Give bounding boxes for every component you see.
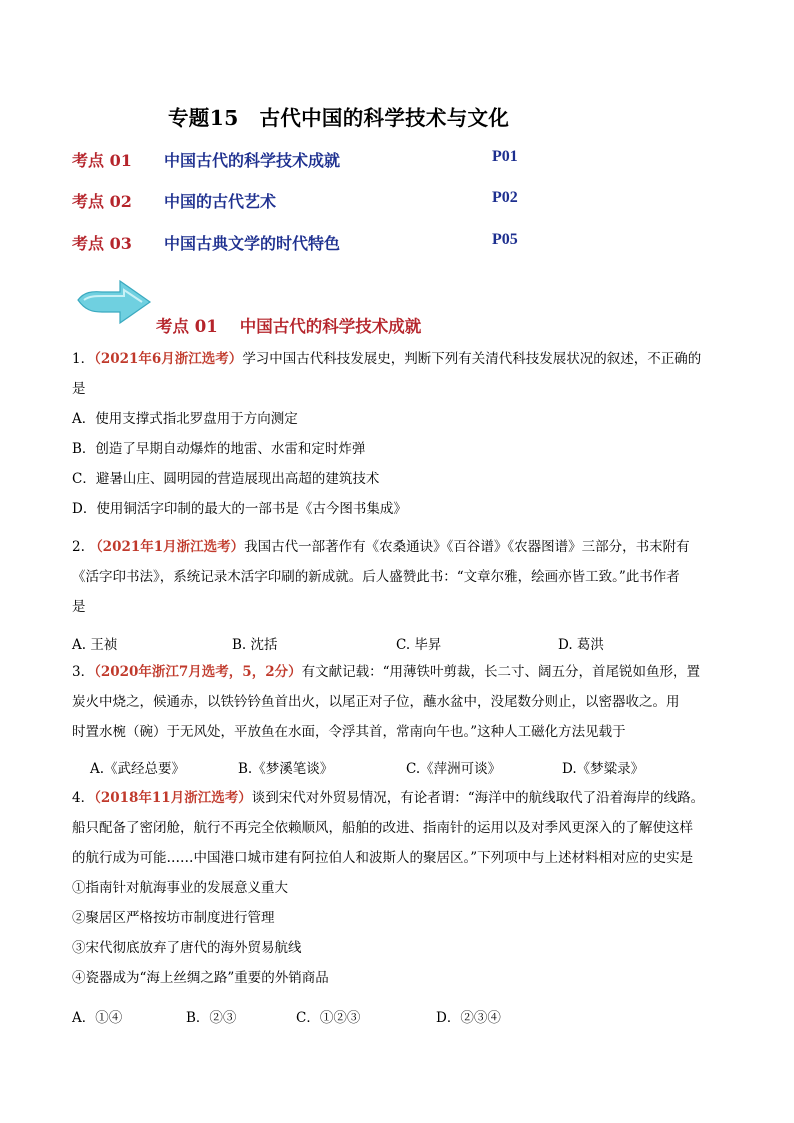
toc-key: 考点 01 [72, 151, 132, 170]
option-b[interactable]: B. 沈括 [232, 637, 278, 653]
question-2-stem [72, 532, 726, 562]
question-number: 2. [72, 539, 85, 555]
option-d[interactable]: D．②③④ [436, 1010, 501, 1026]
question-text: 有文献记载：“用薄铁叶剪裁，长二寸、阔五分，首尾锐如鱼形，置 [301, 664, 701, 680]
option-d[interactable]: D. 葛洪 [558, 637, 604, 653]
question-number: 1． [72, 351, 95, 367]
option-d[interactable]: D.《梦粱录》 [562, 761, 645, 777]
arrow-right-icon [74, 278, 154, 328]
option-c[interactable]: C．①②③ [296, 1010, 361, 1026]
question-text: 是 [72, 599, 86, 615]
toc-page: P01 [492, 148, 518, 165]
question-text: 谈到宋代对外贸易情况，有论者谓：“海洋中的航线取代了沿着海岸的线路。 [251, 790, 705, 806]
section-heading [156, 313, 421, 337]
statement-item: ④瓷器成为“海上丝绸之路”重要的外销商品 [72, 970, 329, 986]
toc-page: P05 [492, 231, 518, 248]
option-b[interactable]: B．创造了早期自动爆炸的地雷、水雷和定时炸弹 [72, 441, 366, 457]
toc-key: 考点 02 [72, 192, 132, 211]
question-text: 学习中国古代科技发展史，判断下列有关清代科技发展状况的叙述，不正确的 [242, 351, 702, 367]
option-a[interactable]: A．①④ [72, 1010, 123, 1026]
question-4 [72, 783, 726, 993]
question-source: （2020年浙江7月选考，5，2分） [94, 664, 302, 680]
question-2 [72, 532, 726, 622]
option-b[interactable]: B.《梦溪笔谈》 [238, 761, 334, 777]
question-4-stem [72, 783, 726, 813]
question-3-stem [72, 657, 726, 687]
question-text: 《活字印书法》，系统记录木活字印刷的新成就。后人盛赞此书：“文章尔雅，绘画亦皆工致。”此书作者 [72, 569, 680, 585]
option-a[interactable]: A.《武经总要》 [90, 761, 186, 777]
option-c[interactable]: C. 毕昇 [396, 637, 442, 653]
question-text: 的航行成为可能……中国港口城市建有阿拉伯人和波斯人的聚居区。”下列项中与上述材料相对应的史实是 [72, 850, 694, 866]
option-a[interactable]: A．使用支撑式指北罗盘用于方向测定 [72, 411, 298, 427]
question-text: 是 [72, 381, 86, 397]
statement-item: ③宋代彻底放弃了唐代的海外贸易航线 [72, 940, 302, 956]
statement-item: ②聚居区严格按坊市制度进行管理 [72, 910, 275, 926]
option-d[interactable]: D．使用铜活字印制的最大的一部书是《古今图书集成》 [72, 501, 407, 517]
option-c[interactable]: C.《萍洲可谈》 [406, 761, 502, 777]
option-a[interactable]: A. 王祯 [72, 637, 118, 653]
question-source: （2018年11月浙江选考） [94, 790, 252, 806]
toc-key: 考点 03 [72, 234, 132, 253]
option-c[interactable]: C．避暑山庄、圆明园的营造展现出高超的建筑技术 [72, 471, 380, 487]
question-text: 我国古代一部著作有《农桑通诀》《百谷谱》《农器图谱》三部分，书末附有 [244, 539, 690, 555]
toc-name: 中国的古代艺术 [164, 192, 277, 211]
question-source: （2021年1月浙江选考） [89, 539, 245, 555]
toc-name: 中国古代的科学技术成就 [164, 151, 341, 170]
toc-name: 中国古典文学的时代特色 [164, 234, 341, 253]
question-number: 4． [72, 790, 95, 806]
question-1 [72, 344, 726, 524]
toc-page: P02 [492, 189, 518, 206]
question-number: 3． [72, 664, 95, 680]
question-source: （2021年6月浙江选考） [94, 351, 243, 367]
page-title: 专题15 古代中国的科学技术与文化 [168, 106, 510, 130]
question-text: 船只配备了密闭舱，航行不再完全依赖顺风，船舶的改进、指南针的运用以及对季风更深入的了解使这样 [72, 820, 693, 836]
option-b[interactable]: B．②③ [186, 1010, 237, 1026]
section-name: 中国古代的科学技术成就 [239, 317, 422, 336]
question-text: 炭火中烧之，候通赤，以铁钤钤鱼首出火，以尾正对子位，蘸水盆中，没尾数分则止，以密器收之。用 [72, 694, 680, 710]
question-1-stem [72, 344, 726, 374]
statement-item: ①指南针对航海事业的发展意义重大 [72, 880, 288, 896]
question-text: 时置水椀（碗）于无风处，平放鱼在水面，令浮其首，常南向午也。”这种人工磁化方法见载于 [72, 724, 626, 740]
section-key: 考点 01 [156, 317, 218, 336]
question-3 [72, 657, 726, 747]
